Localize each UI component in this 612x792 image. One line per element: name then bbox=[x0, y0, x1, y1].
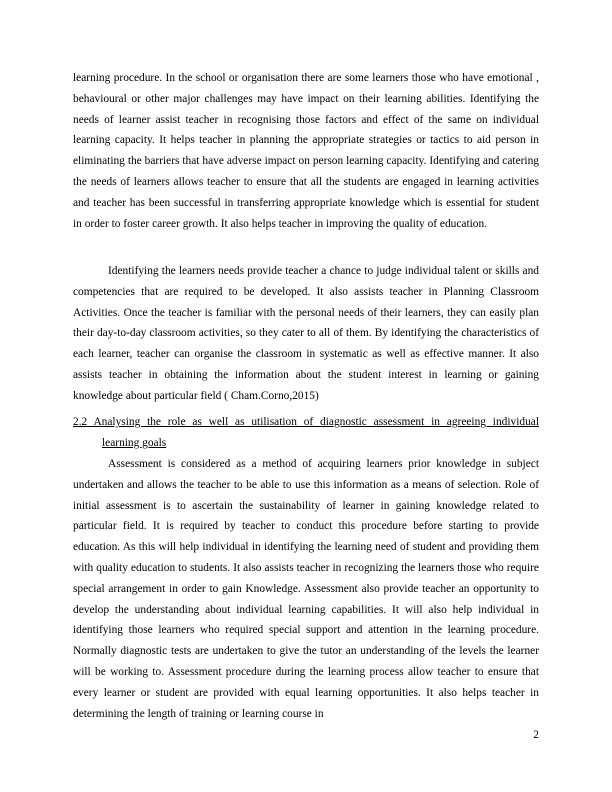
section-heading-title-part-1: Analysing the role as well as utilisation of diagnostic assessment in agreeing individual bbox=[93, 416, 539, 428]
section-heading-line-1 bbox=[73, 412, 539, 433]
paragraph-2: Identifying the learners needs provide teacher a chance to judge individual talent or skills and competencies that are required to be developed. It also assists teacher in Planning Classroom Activities. Once the teacher is familiar with the personal needs of their learners, they can easily plan their day-to-day classroom activities, so they cater to all of them. By identifying the characteristics of each learner, teacher can organise the classroom in systematic as well as effective manner. It also assists teacher in obtaining the information about the student interest in learning or gaining knowledge about particular field ( Cham.Corno,2015) bbox=[73, 265, 539, 402]
section-heading bbox=[73, 412, 539, 454]
paragraph-3: Assessment is considered as a method of acquiring learners prior knowledge in subject undertaken and allows the teacher to be able to use this information as a means of selection. Role of initial assessment is to ascertain the sustainability of learner in gaining knowledge related to particular field. It is required by teacher to conduct this procedure before starting to provide education. As this will help individual in identifying the learning need of student and providing them with quality education to students. It also assists teacher in recognizing the learners those who require special arrangement in order to gain Knowledge. Assessment also provide teacher an opportunity to develop the understanding about individual learning capabilities. It will also help individual in identifying those learners who required special support and attention in the learning procedure. Normally diagnostic tests are undertaken to give the tutor an understanding of the levels the learner will be working to. Assessment procedure during the learning process allow teacher to ensure that every learner or student are provided with equal learning opportunities. It also helps teacher in determining the length of training or learning course in bbox=[73, 458, 539, 720]
page-number: 2 bbox=[533, 729, 539, 741]
section-number: 2.2 bbox=[73, 416, 88, 428]
paragraph-1: learning procedure. In the school or organisation there are some learners those who have emotional , behavioural or other major challenges may have impact on their learning abilities. Identifying the needs of learner assist teacher in recognising those factors and effect of the same on individual learning capacity. It helps teacher in planning the appropriate strategies or tactics to aid person in eliminating the barriers that have adverse impact on person learning capacity. Identifying and catering the needs of learners allows teacher to ensure that all the students are engaged in learning activities and teacher has been successful in transferring appropriate knowledge which is essential for student in order to foster career growth. It also helps teacher in improving the quality of education. bbox=[73, 72, 539, 230]
section-heading-title-part-2: learning goals bbox=[102, 436, 167, 449]
